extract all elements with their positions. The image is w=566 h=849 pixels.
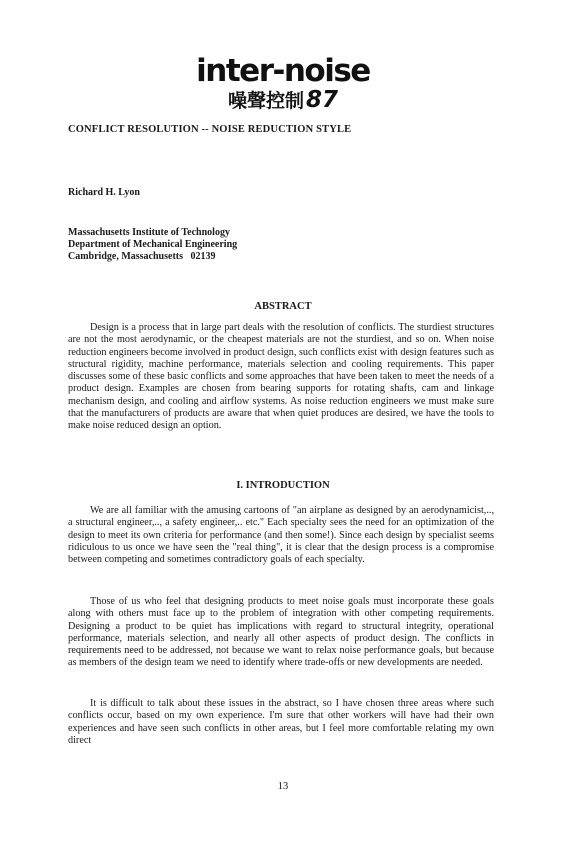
affiliation-line: Department of Mechanical Engineering [68, 239, 238, 250]
conference-logo: inter-noise [196, 53, 370, 89]
paragraph-text: Those of us who feel that designing products to meet noise goals must incorporate these goals along with others must face up to the problem of integration with other competing requirements. Designing a product to be quiet has implications with regard to structural integrity, operational performance, materials selection, and nearly all other aspects of product design. The conflicts in requirements need to be addressed, not because we want to relax noise performance goals, but because as members of the design team we need to identify where trade-offs or new developments are needed. [68, 596, 494, 669]
paragraph-text: We are all familiar with the amusing cartoons of "an airplane as designed by an aerodynamicist,.., a structural engineer,.., a safety engineer,.. etc." Each specialty sees the need for an optimization of the design to meet its own criteria for performance (and then some!). Since each design by specialist seems ridiculous to us once we have seen the "real thing", it is clear that the design process is a compromise between competing and sometimes contradictory goals of each specialty. [68, 505, 494, 566]
body-paragraph [68, 505, 494, 566]
author-affiliation [68, 227, 237, 263]
paper-title: CONFLICT RESOLUTION -- NOISE REDUCTION STYLE [68, 124, 352, 135]
affiliation-line: Massachusetts Institute of Technology [68, 227, 230, 238]
affiliation-line: Cambridge, Massachusetts 02139 [68, 251, 216, 262]
author-name: Richard H. Lyon [68, 187, 140, 198]
paragraph-text: It is difficult to talk about these issues in the abstract, so I have chosen three areas where such conflicts occur, based on my own experience. I'm sure that other workers will have had their own experiences and have seen such conflicts in other areas, but I feel more comfortable relating my own direct [68, 698, 494, 746]
abstract-heading: ABSTRACT [254, 301, 312, 312]
page-number: 13 [277, 781, 289, 792]
abstract-text: Design is a process that in large part deals with the resolution of conflicts. The sturdiest structures are not the most aerodynamic, or the cheapest materials are not the sturdiest, and so on. When noise reduction engineers become involved in product design, such conflicts exist with design features such as structural rigidity, machine performance, materials selection and cooling requirements. This paper discusses some of these basic conflicts and some approaches that have been taken to meet the needs of a product design. Examples are chosen from bearing supports for rotating shafts, cam and linkage mechanism design, and cooling and airflow systems. As noise reduction engineers we must make sure that the manufacturers of products are aware that when quiet produces are desired, we have the tools to make noise reduced design an option. [68, 322, 494, 432]
body-paragraph [68, 596, 494, 670]
conference-logo-subtitle [0, 88, 566, 113]
introduction-heading: I. INTRODUCTION [236, 480, 330, 491]
logo-chinese-text: 噪聲控制 [227, 90, 304, 112]
abstract-paragraph [68, 322, 494, 433]
logo-year: 87 [306, 87, 339, 113]
body-paragraph [68, 698, 494, 747]
